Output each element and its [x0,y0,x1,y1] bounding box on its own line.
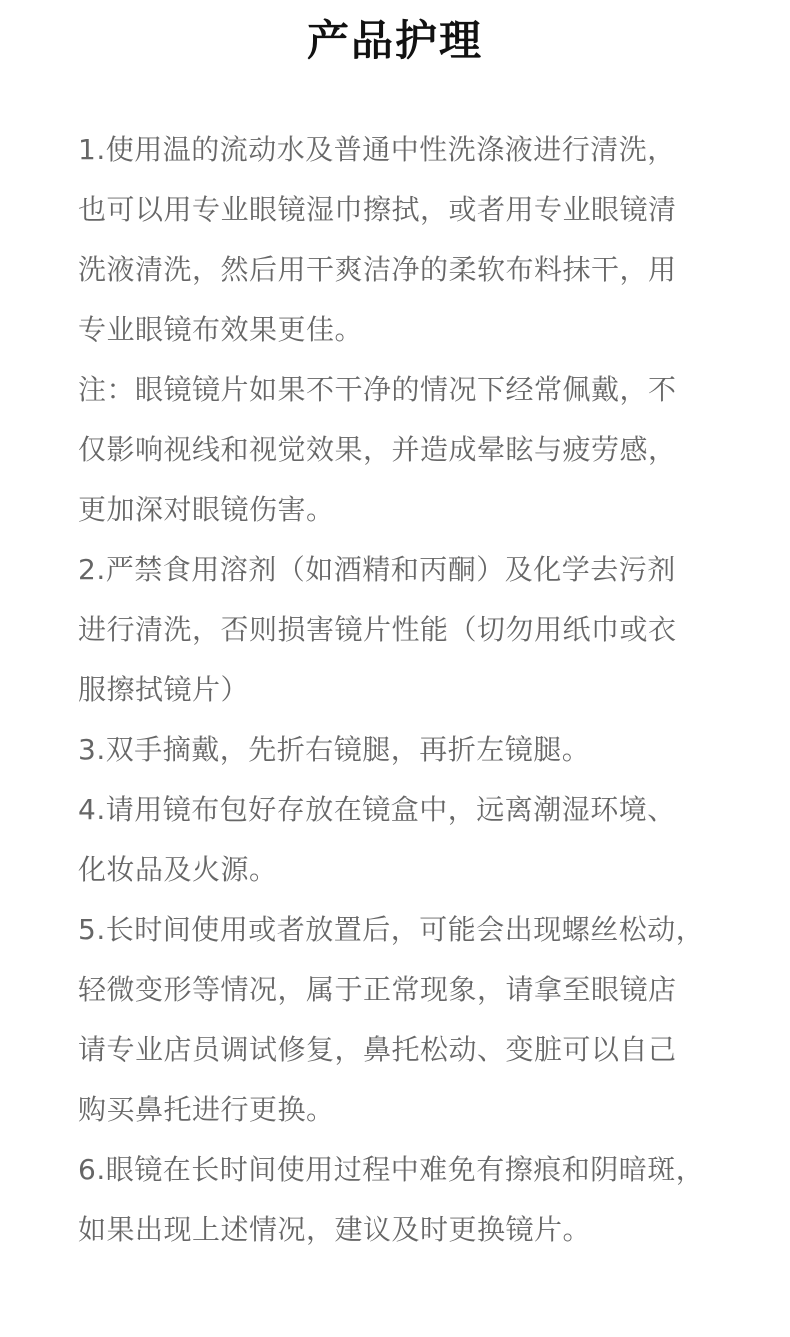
text-line-18: 6.眼镜在长时间使用过程中难免有擦痕和阴暗斑， [78,1153,705,1186]
text-line-4: 专业眼镜布效果更佳。 [78,313,364,346]
text-line-13: 化妆品及火源。 [78,853,278,886]
page-title: 产品护理 [306,16,483,65]
text-line-17: 购买鼻托进行更换。 [78,1093,335,1126]
text-line-5: 注：眼镜镜片如果不干净的情况下经常佩戴，不 [78,373,677,406]
text-line-7: 更加深对眼镜伤害。 [78,493,335,526]
text-line-11: 3.双手摘戴，先折右镜腿，再折左镜腿。 [78,733,591,766]
text-line-3: 洗液清洗，然后用干爽洁净的柔软布料抹干，用 [78,253,677,286]
text-line-14: 5.长时间使用或者放置后，可能会出现螺丝松动， [78,913,705,946]
text-line-9: 进行清洗，否则损害镜片性能（切勿用纸巾或衣 [78,613,677,646]
text-line-10: 服擦拭镜片） [78,673,250,706]
text-line-19: 如果出现上述情况，建议及时更换镜片。 [78,1213,592,1246]
text-line-8: 2.严禁食用溶剂（如酒精和丙酮）及化学去污剂 [78,553,676,586]
text-line-15: 轻微变形等情况，属于正常现象，请拿至眼镜店 [78,973,677,1006]
care-instructions [78,120,718,1260]
text-line-6: 仅影响视线和视觉效果，并造成晕眩与疲劳感， [78,433,677,466]
text-line-1: 1.使用温的流动水及普通中性洗涤液进行清洗， [78,133,676,166]
text-line-2: 也可以用专业眼镜湿巾擦拭，或者用专业眼镜清 [78,193,677,226]
text-line-12: 4.请用镜布包好存放在镜盒中，远离潮湿环境、 [78,793,676,826]
text-line-16: 请专业店员调试修复，鼻托松动、变脏可以自己 [78,1033,677,1066]
